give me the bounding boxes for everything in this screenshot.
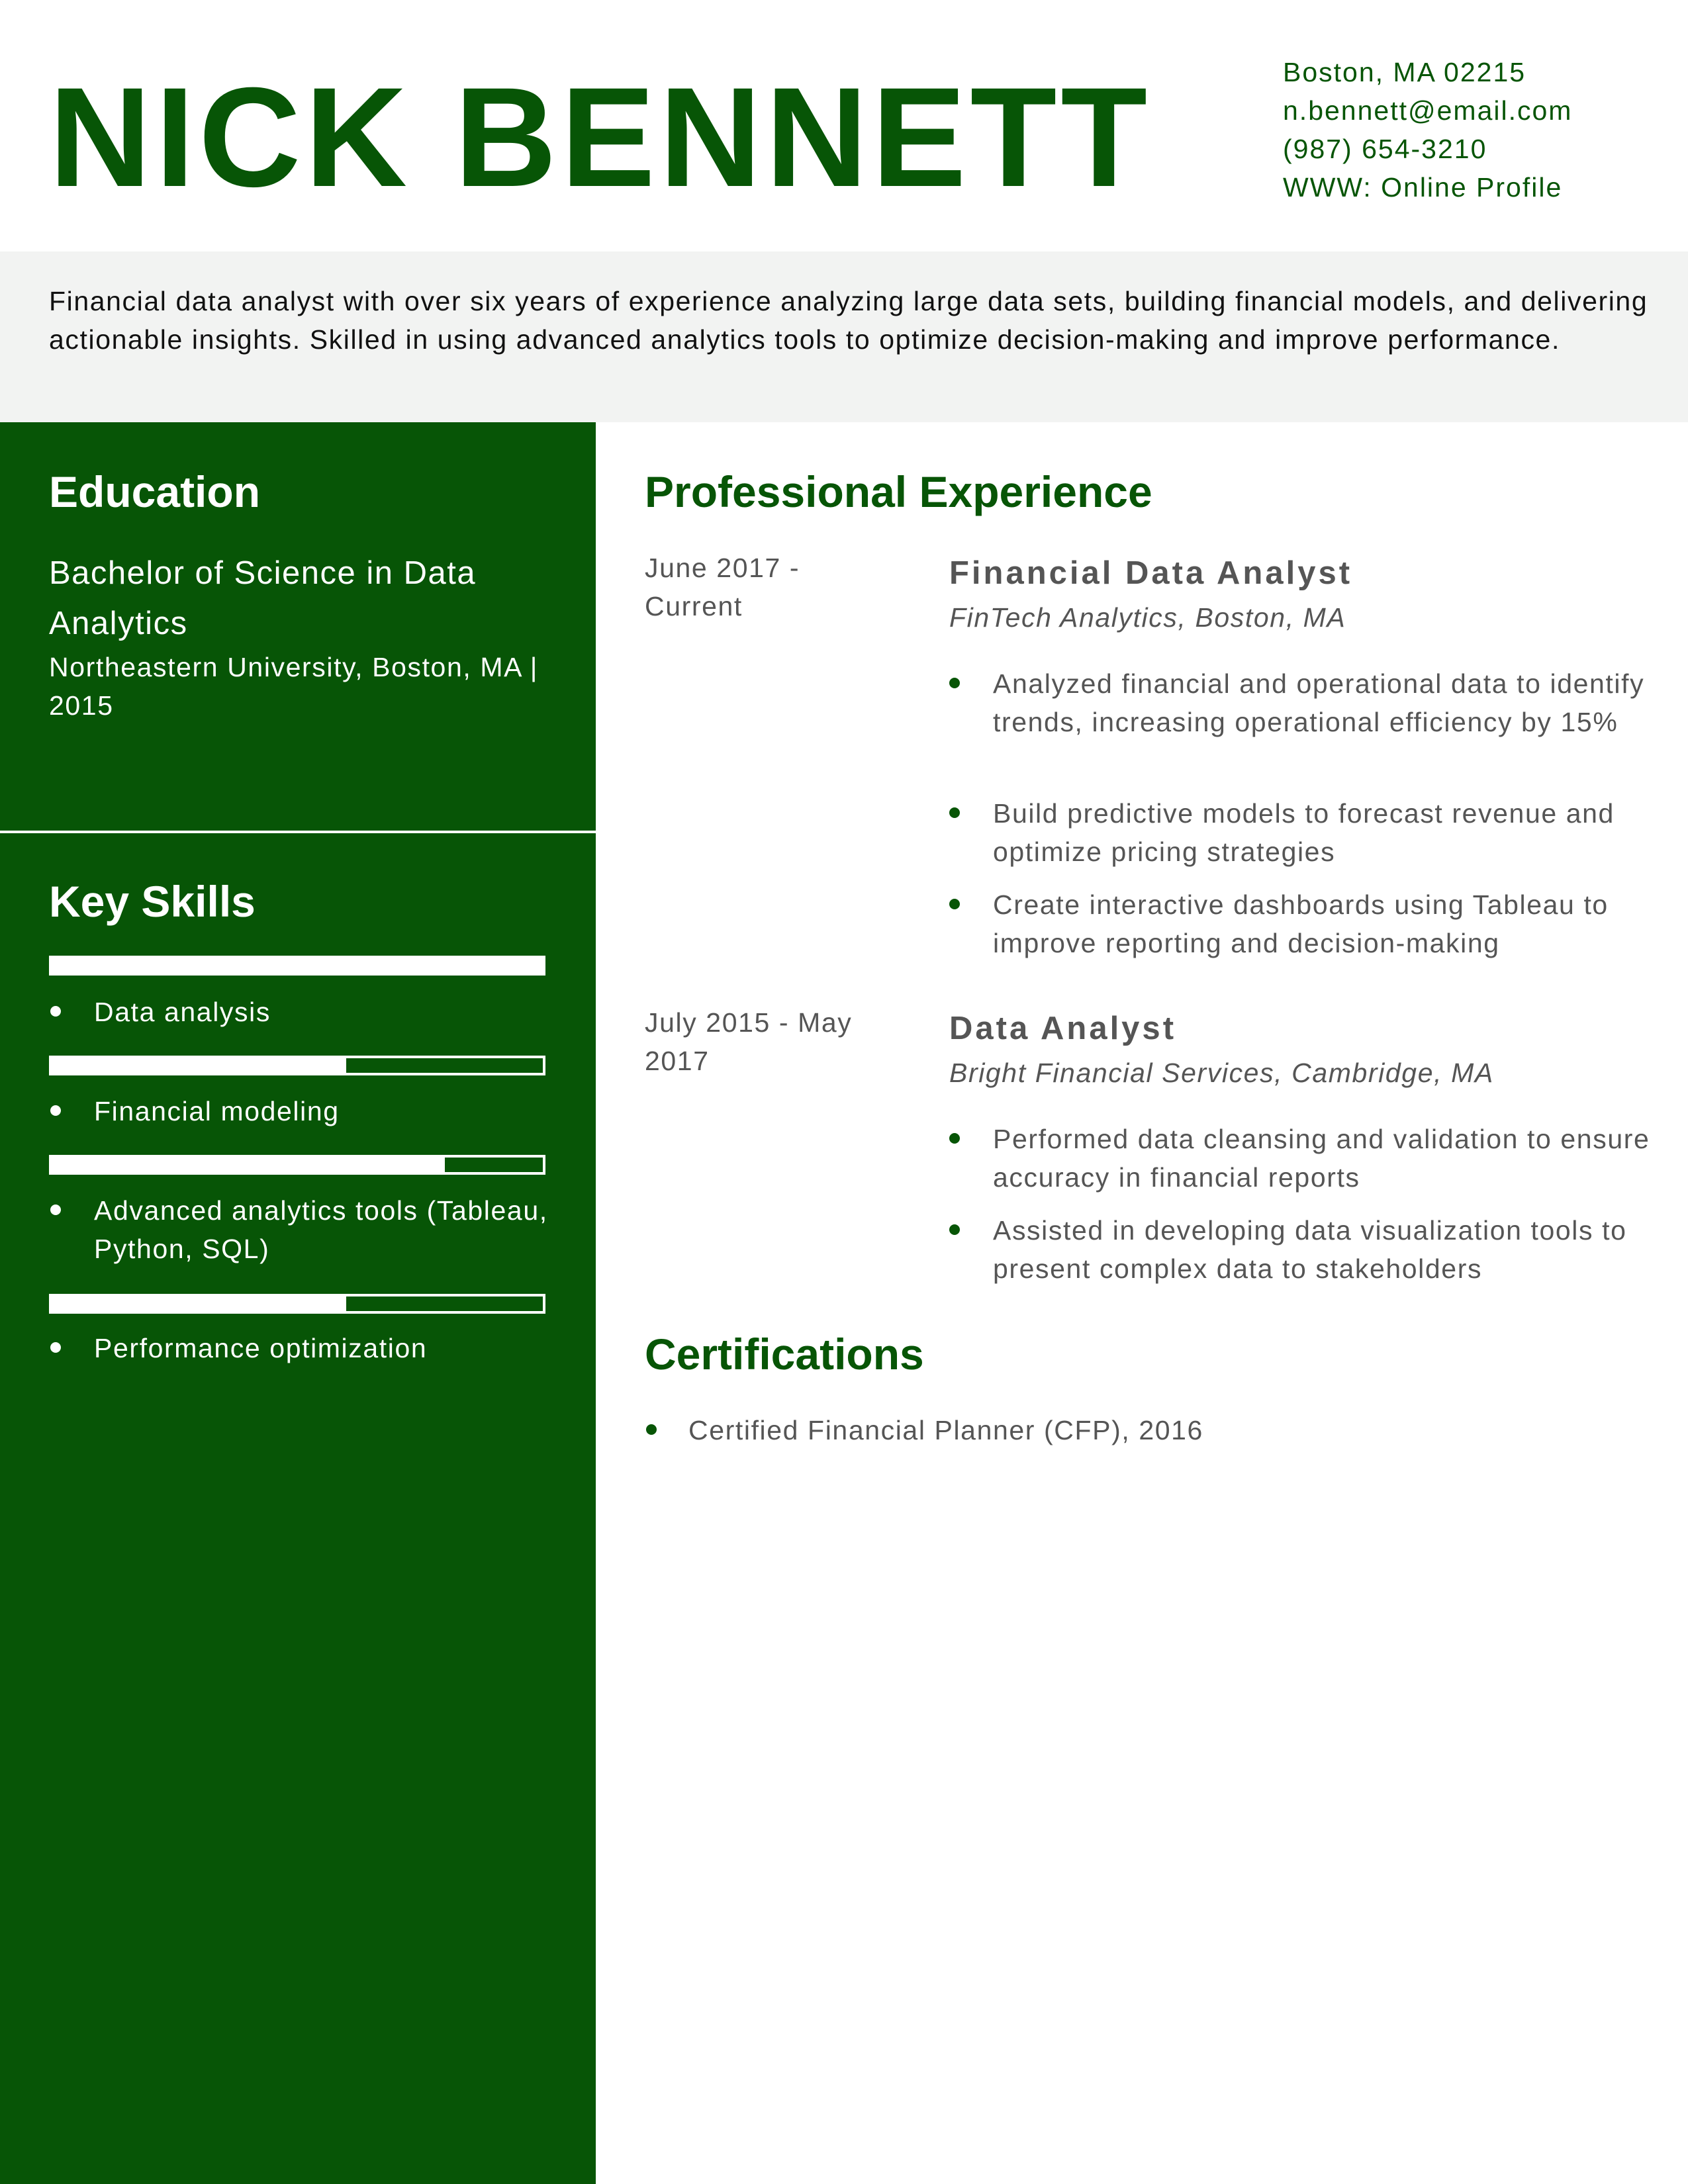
job-bullet <box>949 1211 1664 1288</box>
contact-phone[interactable]: (987) 654-3210 <box>1283 134 1487 164</box>
bullet-dot-icon <box>949 899 960 909</box>
bullet-dot-icon <box>949 678 960 688</box>
bullet-dot-icon <box>50 1205 61 1215</box>
contact-website[interactable]: WWW: Online Profile <box>1283 172 1563 203</box>
skill-item <box>49 1092 565 1130</box>
skill-level-fill <box>52 1058 346 1073</box>
job-title: Financial Data Analyst <box>949 555 1353 591</box>
sidebar-divider <box>0 831 596 833</box>
candidate-name: NICK BENNETT <box>49 58 1152 216</box>
job-title: Data Analyst <box>949 1011 1177 1046</box>
education-degree: Bachelor of Science in Data Analytics <box>49 555 477 641</box>
skill-label: Advanced analytics tools (Tableau, Python, SQL) <box>94 1195 548 1264</box>
bullet-dot-icon <box>50 1342 61 1353</box>
experience-heading: Professional Experience <box>645 467 1152 516</box>
bullet-dot-icon <box>949 1224 960 1235</box>
resume-header <box>0 0 1688 251</box>
skill-item <box>49 1191 565 1268</box>
job-dates: June 2017 - Current <box>645 553 800 621</box>
skill-level-bar <box>49 956 545 976</box>
certification-item <box>645 1411 1638 1449</box>
job-bullet-text: Performed data cleansing and validation to ensure accuracy in financial reports <box>993 1124 1650 1193</box>
skill-level-fill <box>52 1158 445 1172</box>
skill-level-bar <box>49 1294 545 1314</box>
job-company: Bright Financial Services, Cambridge, MA <box>949 1058 1494 1088</box>
summary-text: Financial data analyst with over six years of experience analyzing large data sets, building financial models, and delivering actionable insights. Skilled in using advanced analytics tools to optimize decision-making and improve performance. <box>49 286 1648 355</box>
job-bullet <box>949 886 1664 962</box>
certifications-heading: Certifications <box>645 1330 924 1379</box>
summary-section <box>0 251 1688 422</box>
job-bullet-text: Build predictive models to forecast revenue and optimize pricing strategies <box>993 798 1615 867</box>
bullet-dot-icon <box>949 807 960 818</box>
bullet-dot-icon <box>50 1105 61 1116</box>
skill-level-bar <box>49 1155 545 1175</box>
job-bullet-text: Create interactive dashboards using Tableau to improve reporting and decision-making <box>993 889 1609 958</box>
job-bullet-text: Assisted in developing data visualization tools to present complex data to stakeholders <box>993 1215 1627 1284</box>
skill-level-fill <box>52 1297 346 1311</box>
contact-email[interactable]: n.bennett@email.com <box>1283 95 1573 126</box>
skill-item <box>49 993 565 1031</box>
job-bullet <box>949 664 1664 741</box>
certification-text: Certified Financial Planner (CFP), 2016 <box>688 1415 1203 1445</box>
skill-item <box>49 1329 565 1367</box>
job-bullet-text: Analyzed financial and operational data to identify trends, increasing operational efficiency by 15% <box>993 668 1645 737</box>
skill-level-bar <box>49 1056 545 1075</box>
bullet-dot-icon <box>646 1424 657 1435</box>
skill-level-fill <box>52 958 543 973</box>
skill-label: Performance optimization <box>94 1333 428 1363</box>
bullet-dot-icon <box>949 1133 960 1144</box>
job-dates: July 2015 - May 2017 <box>645 1007 853 1076</box>
skills-heading: Key Skills <box>49 877 256 926</box>
education-heading: Education <box>49 467 261 516</box>
job-company: FinTech Analytics, Boston, MA <box>949 602 1346 633</box>
bullet-dot-icon <box>50 1006 61 1017</box>
job-bullet <box>949 794 1664 871</box>
contact-location: Boston, MA 02215 <box>1283 57 1526 87</box>
education-school: Northeastern University, Boston, MA | 2015 <box>49 652 539 721</box>
skill-label: Data analysis <box>94 997 271 1027</box>
job-bullet <box>949 1120 1664 1197</box>
skill-label: Financial modeling <box>94 1096 340 1126</box>
contact-info <box>1283 53 1572 206</box>
